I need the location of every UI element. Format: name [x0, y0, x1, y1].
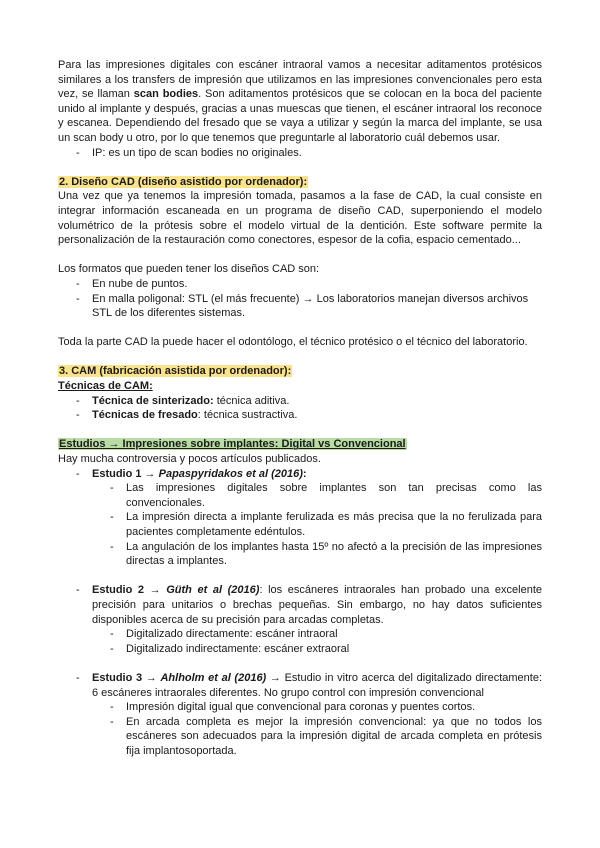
list-item: - La angulación de los implantes hasta 15º no afectó a la precisión de las impresiones directas a implantes.	[92, 540, 542, 569]
study-2-points	[92, 627, 542, 656]
cad-closing: Toda la parte CAD la puede hacer el odontólogo, el técnico protésico o el técnico del laboratorio.	[58, 336, 528, 349]
study-2: - Estudio 2 → Güth et al (2016): los escáneres intraorales han probado una excelente precisión para unitarios o brechas pequeñas. Sin embargo, no hay datos suficientes disponibles acerca de su precisión para arcadas completas. - Digitalizado directamente: escáner intraoral - Digitalizado indirectamente: escáner extraoral	[58, 583, 542, 656]
list-item: - En nube de puntos.	[58, 277, 542, 292]
cam-techniques-list	[58, 394, 542, 423]
list-item: - Impresión digital igual que convencional para coronas y puentes cortos.	[92, 700, 542, 715]
studies-heading: Estudios → Impresiones sobre implantes: Digital vs Convencional	[59, 438, 406, 451]
intro-paragraph: Para las impresiones digitales con escáner intraoral vamos a necesitar aditamentos protésicos similares a los transfers de impresión que utilizamos en las impresiones convencionales pero esta vez, se llaman scan bodies. Son aditamentos protésicos que se colocan en la boca del paciente unido al implante y después, gracias a unas muescas que tienen, el escáner intraoral los reconoce y escanea. Dependiendo del fresado que se vaya a utilizar y según la marca del implante, se usa un scan body u otro, por lo que tenemos que preguntarle al laboratorio cuál debemos usar.	[58, 59, 543, 144]
study-3-ref: Ahlholm et al (2016)	[160, 671, 267, 684]
list-item: - Técnica de sinterizado: técnica aditiva.	[58, 394, 542, 409]
list-item: - IP: es un tipo de scan bodies no originales.	[58, 146, 542, 161]
study-3: - Estudio 3 → Ahlholm et al (2016) → Estudio in vitro acerca del digitalizado directamente: 6 escáneres intraorales diferentes. No grupo control con impresión convencional - Impresión digital igual que convencional para coronas y puentes cortos. - En arcada completa es mejor la impresión convencional: ya que no todos los escáneres son adecuados para la impresión digital de arcada completa en prótesis fija implantosoportada.	[58, 671, 542, 759]
list-item: - Técnicas de fresado: técnica sustractiva.	[58, 408, 542, 423]
study-3-points	[92, 700, 542, 758]
document-page	[58, 58, 542, 759]
study-1-points	[92, 481, 542, 569]
cad-paragraph: Una vez que ya tenemos la impresión tomada, pasamos a la fase de CAD, la cual consiste en integrar información escaneada en un programa de diseño CAD, superponiendo el modelo volumétrico de la prótesis sobre el modelo virtual de la dentición. Este software permite la personalización de la restauración como conectores, espesor de la cofia, espacio cementado...	[58, 190, 542, 247]
cad-heading: 2. Diseño CAD (diseño asistido por ordenador):	[59, 175, 308, 188]
study-1: - Estudio 1 → Papaspyridakos et al (2016): - Las impresiones digitales sobre implantes son tan precisas como las convencionales. - La impresión directa a implante ferulizada es más precisa que la no ferulizada para pacientes completamente edéntulos. - La angulación de los implantes hasta 15º no afectó a la precisión de las impresiones directas a implantes.	[58, 467, 542, 569]
studies-intro: Hay mucha controversia y pocos artículos publicados.	[58, 453, 321, 466]
scan-bodies-term: scan bodies	[133, 88, 199, 101]
list-item: - Digitalizado indirectamente: escáner extraoral	[92, 642, 542, 657]
list-item: - En malla poligonal: STL (el más frecuente) → Los laboratorios manejan diversos archivos STL de los diferentes sistemas.	[58, 292, 542, 321]
study-2-ref: Güth et al (2016)	[166, 584, 260, 597]
list-item: - Digitalizado directamente: escáner intraoral	[92, 627, 542, 642]
list-item: - En arcada completa es mejor la impresión convencional: ya que no todos los escáneres son adecuados para la impresión digital de arcada completa en prótesis fija implantosoportada.	[92, 715, 542, 759]
study-1-ref: Papaspyridakos et al (2016)	[158, 467, 303, 480]
studies-list	[58, 467, 542, 759]
cad-formats-intro: Los formatos que pueden tener los diseños CAD son:	[58, 263, 320, 276]
intro-bullet-list	[58, 146, 542, 161]
cam-subheading: Técnicas de CAM:	[58, 380, 153, 393]
list-item: - Las impresiones digitales sobre implantes son tan precisas como las convencionales.	[92, 481, 542, 510]
cam-heading: 3. CAM (fabricación asistida por ordenador):	[59, 365, 292, 378]
list-item: - La impresión directa a implante ferulizada es más precisa que la no ferulizada para pacientes completamente edéntulos.	[92, 510, 542, 539]
cad-formats-list	[58, 277, 542, 321]
